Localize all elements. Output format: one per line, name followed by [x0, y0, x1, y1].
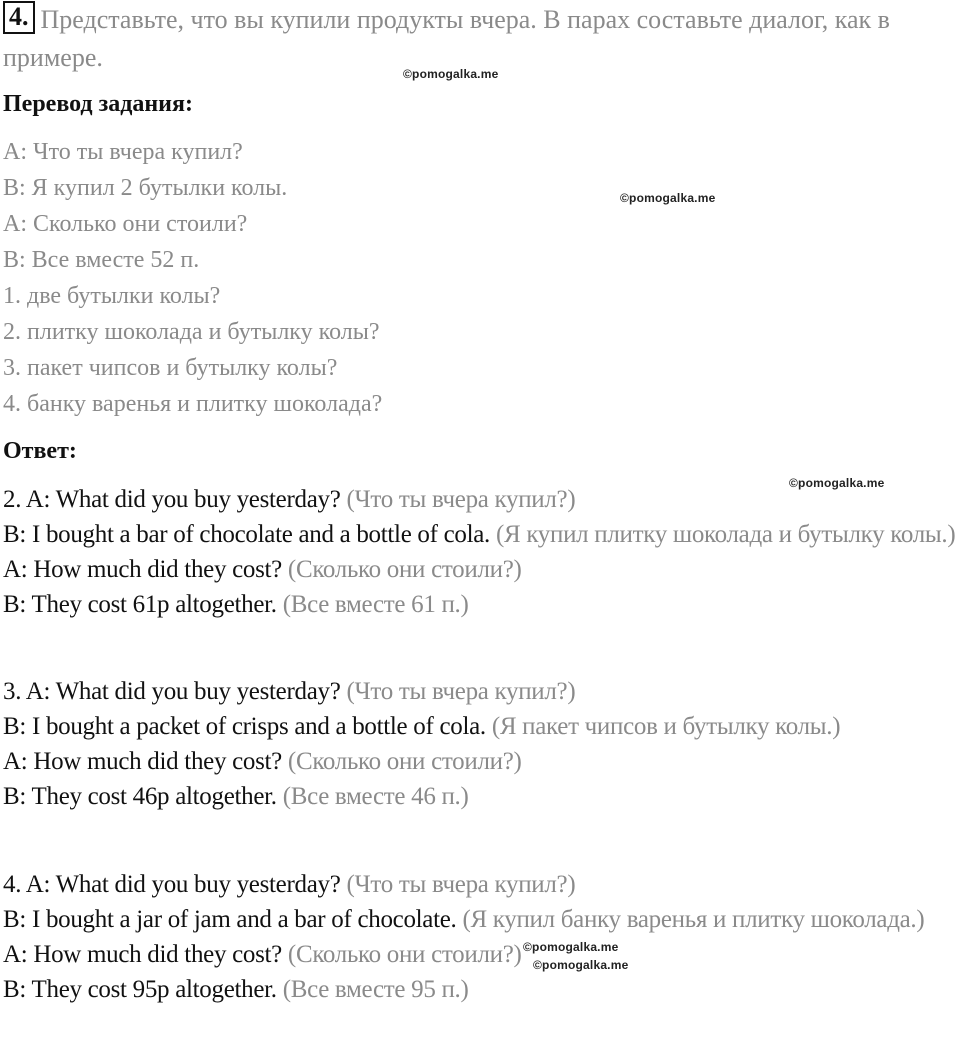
dialog-line — [3, 587, 957, 622]
russian-translation: (Я купил плитку шоколада и бутылку колы.) — [495, 521, 956, 548]
english-text: 4. A: What did you buy yesterday? — [3, 871, 341, 898]
dialog-line — [3, 674, 957, 709]
english-text: 3. A: What did you buy yesterday? — [3, 678, 341, 705]
russian-translation: (Все вместе 46 п.) — [282, 783, 469, 810]
answer-dialog — [3, 482, 957, 622]
watermark: ©pomogalka.me — [523, 940, 619, 954]
document-page — [3, 0, 957, 1003]
english-text: B: I bought a packet of crisps and a bottle of cola. — [3, 713, 486, 740]
watermark: ©pomogalka.me — [403, 67, 499, 81]
watermark: ©pomogalka.me — [533, 958, 629, 972]
dialog-line — [3, 552, 957, 587]
translation-line: 1. две бутылки колы? — [3, 283, 221, 309]
translation-line: 2. плитку шоколада и бутылку колы? — [3, 319, 380, 345]
english-text: B: They cost 95p altogether. — [3, 976, 277, 1003]
dialog-line — [3, 902, 957, 937]
english-text: A: How much did they cost? — [3, 941, 282, 968]
dialog-line — [3, 779, 957, 814]
dialog-line — [3, 517, 957, 552]
watermark: ©pomogalka.me — [620, 191, 716, 205]
translation-heading: Перевод задания: — [3, 91, 193, 117]
answer-dialog — [3, 674, 957, 814]
russian-translation: (Что ты вчера купил?) — [346, 486, 576, 513]
dialog-line — [3, 709, 957, 744]
dialog-line — [3, 867, 957, 902]
russian-translation: (Я пакет чипсов и бутылку колы.) — [491, 713, 841, 740]
russian-translation: (Что ты вчера купил?) — [346, 871, 576, 898]
task-text: Представьте, что вы купили продукты вчера. В парах составьте диалог, как в примере. — [3, 5, 890, 72]
answer-dialog — [3, 867, 957, 1007]
translation-line: A: Что ты вчера купил? — [3, 139, 243, 165]
english-text: A: How much did they cost? — [3, 748, 282, 775]
task-instruction — [3, 1, 957, 77]
translation-line: 4. банку варенья и плитку шоколада? — [3, 391, 383, 417]
translation-line: A: Сколько они стоили? — [3, 211, 248, 237]
english-text: 2. A: What did you buy yesterday? — [3, 486, 341, 513]
russian-translation: (Все вместе 61 п.) — [282, 591, 469, 618]
translation-line: 3. пакет чипсов и бутылку колы? — [3, 355, 338, 381]
answer-heading: Ответ: — [3, 438, 77, 464]
english-text: B: They cost 61p altogether. — [3, 591, 277, 618]
translation-line: B: Все вместе 52 п. — [3, 247, 200, 273]
english-text: B: I bought a bar of chocolate and a bottle of cola. — [3, 521, 491, 548]
dialog-line — [3, 937, 957, 972]
english-text: A: How much did they cost? — [3, 556, 282, 583]
dialog-line — [3, 972, 957, 1007]
russian-translation: (Все вместе 95 п.) — [282, 976, 469, 1003]
english-text: B: I bought a jar of jam and a bar of chocolate. — [3, 906, 457, 933]
russian-translation: (Я купил банку варенья и плитку шоколада.) — [462, 906, 925, 933]
russian-translation: (Что ты вчера купил?) — [346, 678, 576, 705]
russian-translation: (Сколько они стоили?) — [287, 556, 522, 583]
translation-line: B: Я купил 2 бутылки колы. — [3, 175, 288, 201]
task-number: 4. — [3, 1, 35, 34]
dialog-line — [3, 744, 957, 779]
russian-translation: (Сколько они стоили?) — [287, 748, 522, 775]
dialog-line — [3, 482, 957, 517]
watermark: ©pomogalka.me — [789, 476, 885, 490]
english-text: B: They cost 46p altogether. — [3, 783, 277, 810]
russian-translation: (Сколько они стоили?) — [287, 941, 522, 968]
